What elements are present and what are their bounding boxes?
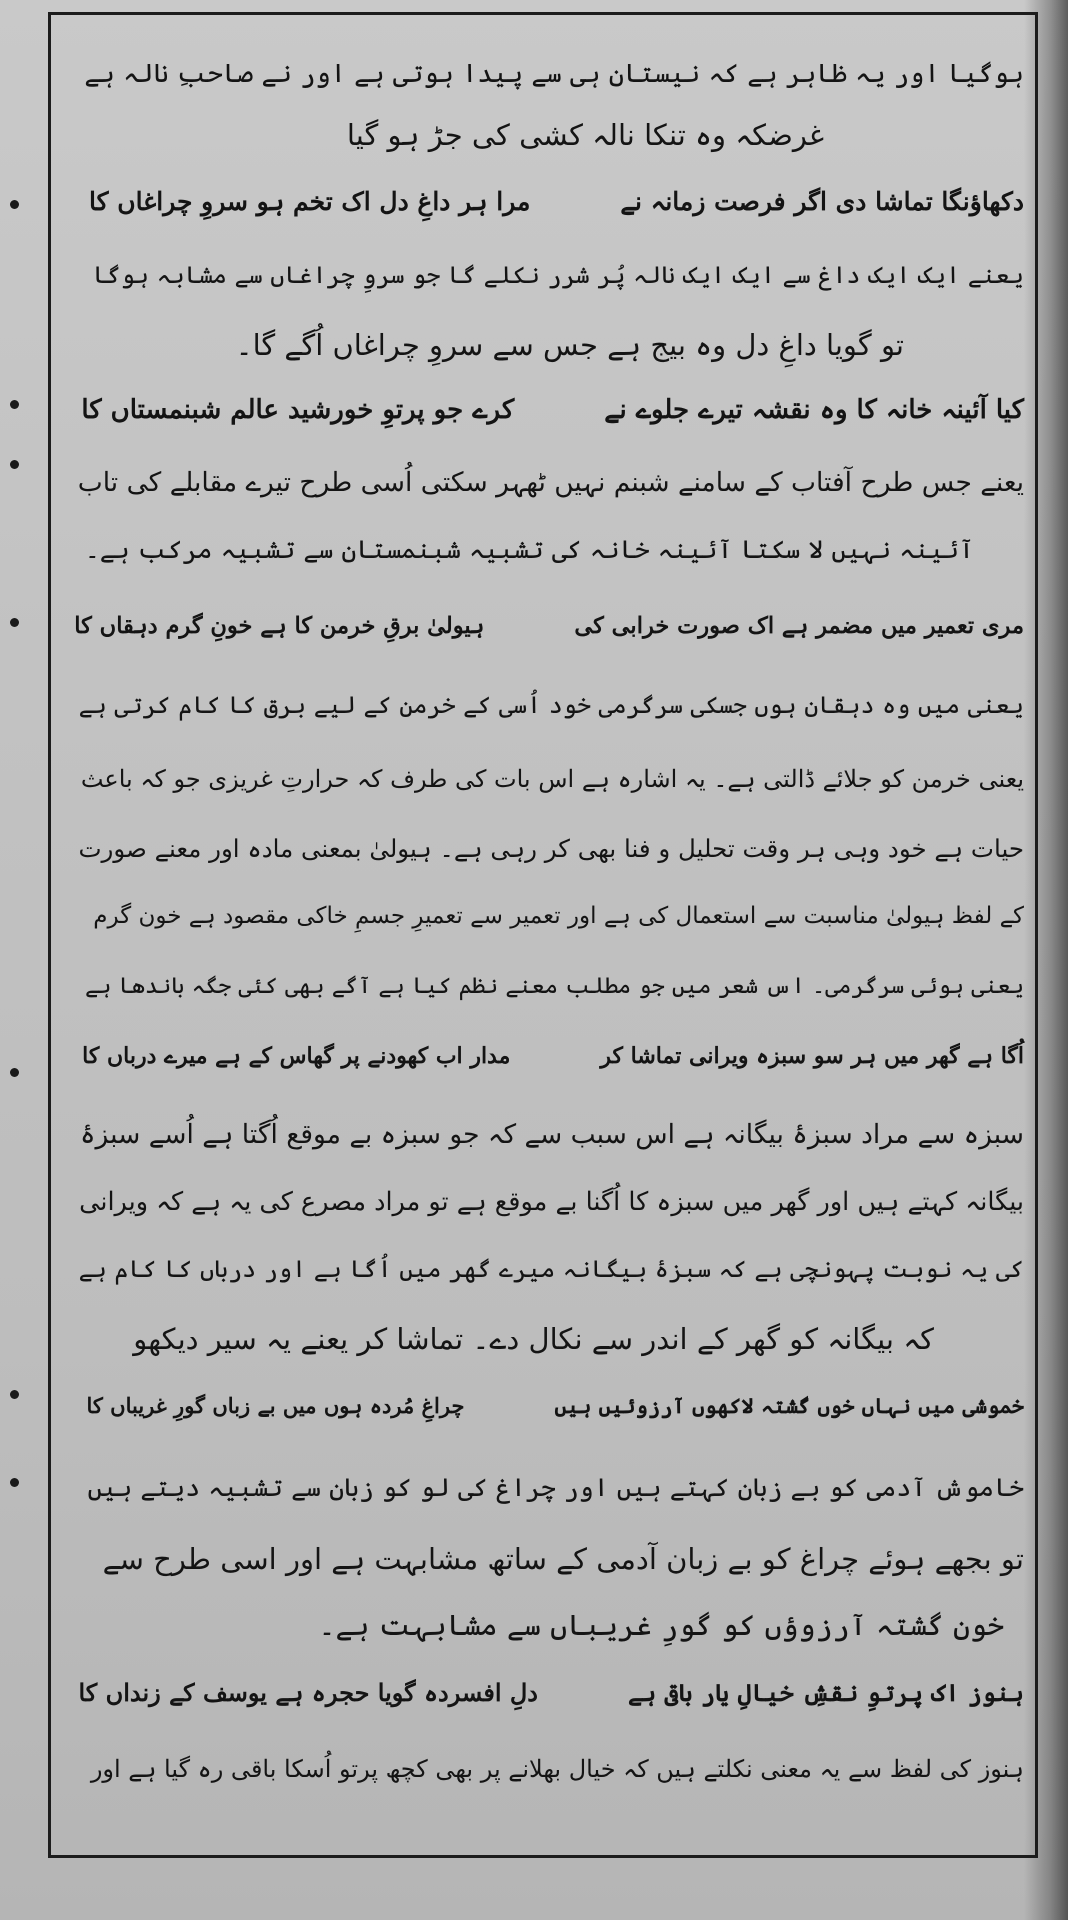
verse-first-hemistich: دکھاؤنگا تماشا دی اگر فرصت زمانہ نے <box>620 187 1024 216</box>
commentary-line: کہ بیگانہ کو گھر کے اندر سے نکال دے۔ تماشا کر یعنے یہ سیر دیکھو <box>133 1322 934 1356</box>
binding-hole <box>10 1390 19 1399</box>
verse-second-hemistich: کرے جو پرتوِ خورشید عالم شبنمستاں کا <box>81 395 515 425</box>
commentary-line: غرضکہ وہ تنکا نالہ کشی کی جڑ ہو گیا <box>346 118 824 152</box>
verse-couplet <box>89 188 1024 216</box>
binding-hole <box>10 200 19 209</box>
verse-first-hemistich: مری تعمیر میں مضمر ہے اک صورت خرابی کی <box>574 613 1024 639</box>
binding-hole <box>10 460 19 469</box>
verse-couplet <box>81 396 1024 425</box>
commentary-line: بیگانہ کہتے ہیں اور گھر میں سبزہ کا اُگنا بے موقع ہے تو مراد مصرع کی یہ ہے کہ ویرانی <box>79 1187 1024 1217</box>
commentary-line: یعنے ایک ایک داغ سے ایک ایک نالہ پُر شرر نکلے گا جو سروِ چراغاں سے مشابہ ہوگا <box>92 261 1024 289</box>
verse-couplet <box>78 1680 1024 1706</box>
binding-hole <box>10 618 19 627</box>
commentary-line: یعنی میں وہ دہقان ہوں جسکی سرگرمی خود اُسی کے خرمن کے لیے برق کا کام کرتی ہے <box>78 691 1024 719</box>
commentary-line: خاموش آدمی کو بے زبان کہتے ہیں اور چراغ کی لو کو زبان سے تشبیہ دیتے ہیں <box>87 1473 1024 1503</box>
verse-second-hemistich: چراغِ مُردہ ہوں میں بے زباں گورِ غریباں کا <box>86 1393 465 1418</box>
commentary-line: تو گویا داغِ دل وہ بیج ہے جس سے سروِ چراغاں اُگے گا۔ <box>235 328 904 362</box>
commentary-line: خون گشتہ آرزوؤں کو گورِ غریباں سے مشابہت ہے۔ <box>318 1608 1004 1642</box>
commentary-line: ہوگیا اور یہ ظاہر ہے کہ نیستان ہی سے پیدا ہوتی ہے اور نے صاحبِ نالہ ہے <box>84 59 1024 89</box>
verse-couplet <box>86 1394 1024 1417</box>
commentary-line: کی یہ نوبت پہونچی ہے کہ سبزۂ بیگانہ میرے گھر میں اُگا ہے اور درباں کا کام ہے <box>78 1255 1024 1283</box>
verse-second-hemistich: ہیولیٰ برقِ خرمن کا ہے خونِ گرم دہقاں کا <box>74 613 485 639</box>
commentary-line: سبزہ سے مراد سبزۂ بیگانہ ہے اس سبب سے کہ جو سبزہ بے موقع اُگتا ہے اُسے سبزۂ <box>80 1119 1024 1150</box>
binding-hole <box>10 1478 19 1487</box>
verse-first-hemistich: اُگا ہے گھر میں ہر سو سبزہ ویرانی تماشا کر <box>600 1043 1024 1069</box>
commentary-line: آئینہ نہیں لا سکتا آئینہ خانہ کی تشبیہ شبنمستان سے تشبیہ مرکب ہے۔ <box>84 535 974 565</box>
commentary-line: تو بجھے ہوئے چراغ کو بے زبان آدمی کے ساتھ مشابہت ہے اور اسی طرح سے <box>102 1542 1024 1576</box>
verse-first-hemistich: ہنوز اک پرتوِ نقشِ خیالِ یار باقی ہے <box>628 1678 1024 1707</box>
verse-first-hemistich: خموشی میں نہاں خوں گشتہ لاکھوں آرزوئیں ہیں <box>554 1393 1024 1418</box>
verse-first-hemistich: کیا آئینہ خانہ کا وہ نقشہ تیرے جلوے نے <box>604 395 1024 425</box>
verse-couplet <box>74 614 1024 639</box>
verse-second-hemistich: دلِ افسردہ گویا حجرہ ہے یوسف کے زنداں کا <box>78 1678 538 1707</box>
commentary-line: کے لفظ ہیولیٰ مناسبت سے استعمال کی ہے اور تعمیر سے تعمیرِ جسمِ خاکی مقصود ہے خون گرم <box>93 903 1024 929</box>
commentary-line: ہنوز کی لفظ سے یہ معنی نکلتے ہیں کہ خیال بھلانے پر بھی کچھ پرتو اُسکا باقی رہ گیا ہے اور <box>90 1755 1024 1783</box>
commentary-line: یعنے جس طرح آفتاب کے سامنے شبنم نہیں ٹھہر سکتی اُسی طرح تیرے مقابلے کی تاب <box>77 467 1024 498</box>
verse-second-hemistich: مرا ہر داغِ دل اک تخم ہو سروِ چراغاں کا <box>88 187 531 216</box>
commentary-line: حیات ہے خود وہی ہر وقت تحلیل و فنا بھی کر رہی ہے۔ ہیولیٰ بمعنی مادہ اور معنے صورت <box>78 834 1024 863</box>
commentary-line: یعنی ہوئی سرگرمی۔ اس شعر میں جو مطلب معنے نظم کیا ہے آگے بھی کئی جگہ باندھا ہے <box>85 973 1024 999</box>
binding-hole <box>10 400 19 409</box>
commentary-line: یعنی خرمن کو جلائے ڈالتی ہے۔ یہ اشارہ ہے اس بات کی طرف کہ حرارتِ غریزی جو کہ باعث <box>80 765 1024 793</box>
verse-couplet <box>82 1044 1024 1068</box>
binding-hole <box>10 1068 19 1077</box>
verse-second-hemistich: مدار اب کھودنے پر گھاس کے ہے میرے درباں کا <box>82 1043 511 1069</box>
